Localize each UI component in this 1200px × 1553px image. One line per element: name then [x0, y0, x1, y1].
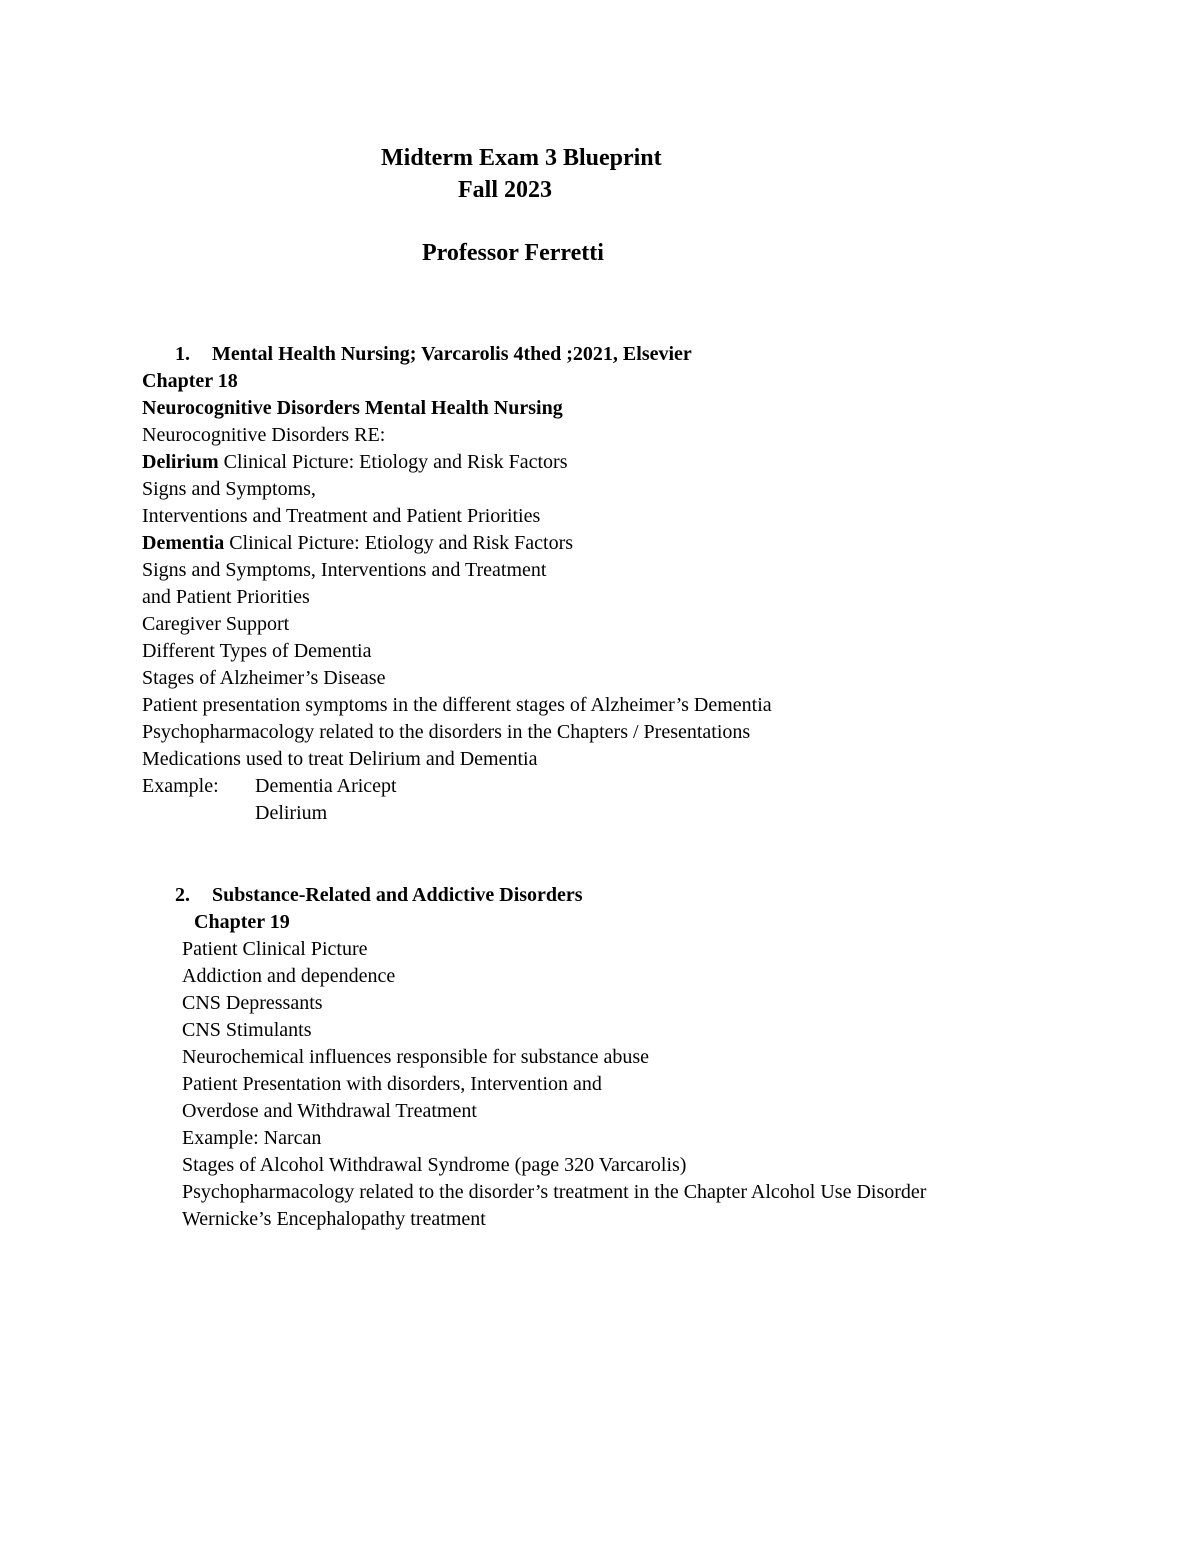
dementia-label: Dementia: [142, 532, 225, 554]
list-item: Addiction and dependence: [182, 965, 396, 987]
example-delirium: Delirium: [255, 802, 328, 824]
example-row-2: [142, 800, 772, 827]
professor-name: Professor Ferretti: [422, 240, 604, 266]
section-1-subheading: Neurocognitive Disorders Mental Health Nursing: [142, 397, 563, 419]
example-label: Example:: [142, 775, 219, 797]
delirium-text: Clinical Picture: Etiology and Risk Factors: [218, 451, 568, 473]
list-item: Example: Narcan: [182, 1127, 322, 1149]
list-item: CNS Stimulants: [182, 1019, 312, 1041]
list-item: Stages of Alcohol Withdrawal Syndrome (page 320 Varcarolis): [182, 1154, 687, 1176]
delirium-label: Delirium: [142, 451, 219, 473]
document-title: Midterm Exam 3 Blueprint: [381, 145, 662, 171]
section-2-heading: Substance-Related and Addictive Disorders: [212, 884, 583, 906]
section-2-chapter: [188, 909, 932, 936]
section-1-heading: Mental Health Nursing; Varcarolis 4thed ;2021, Elsevier: [212, 343, 692, 365]
section-1-line: Different Types of Dementia: [142, 640, 372, 662]
section-2-chapter-text: Chapter 19: [194, 911, 290, 933]
dementia-line: [142, 530, 772, 557]
list-item: Psychopharmacology related to the disorder’s treatment in the Chapter Alcohol Use Disorder: [182, 1181, 927, 1203]
section-2: [175, 882, 927, 1233]
section-1-line: Psychopharmacology related to the disorders in the Chapters / Presentations: [142, 721, 751, 743]
example-dementia: Dementia Aricept: [255, 775, 397, 797]
section-1-line: Signs and Symptoms, Interventions and Treatment: [142, 559, 547, 581]
section-1-chapter: Chapter 18: [142, 370, 238, 392]
section-1-line: Stages of Alzheimer’s Disease: [142, 667, 386, 689]
list-item: Patient Clinical Picture: [182, 938, 368, 960]
section-1-line: Interventions and Treatment and Patient Priorities: [142, 505, 541, 527]
section-2-heading-row: [175, 882, 926, 909]
term-label: Fall 2023: [458, 177, 552, 203]
list-item: Overdose and Withdrawal Treatment: [182, 1100, 477, 1122]
list-item: Patient Presentation with disorders, Intervention and: [182, 1073, 602, 1095]
section-1-line: Caregiver Support: [142, 613, 290, 635]
section-1-heading-row: [142, 341, 772, 368]
dementia-text: Clinical Picture: Etiology and Risk Factors: [224, 532, 574, 554]
delirium-line: [142, 449, 772, 476]
section-1: [142, 341, 772, 827]
list-item: Wernicke’s Encephalopathy treatment: [182, 1208, 486, 1230]
section-1-line: Patient presentation symptoms in the different stages of Alzheimer’s Dementia: [142, 694, 772, 716]
section-1-number: 1.: [175, 343, 190, 365]
list-item: Neurochemical influences responsible for substance abuse: [182, 1046, 650, 1068]
section-2-number: 2.: [175, 884, 190, 906]
list-item: CNS Depressants: [182, 992, 323, 1014]
section-1-line: and Patient Priorities: [142, 586, 310, 608]
section-1-line: Medications used to treat Delirium and Dementia: [142, 748, 538, 770]
section-1-line: Neurocognitive Disorders RE:: [142, 424, 386, 446]
section-1-line: Signs and Symptoms,: [142, 478, 316, 500]
example-row: [142, 773, 772, 800]
